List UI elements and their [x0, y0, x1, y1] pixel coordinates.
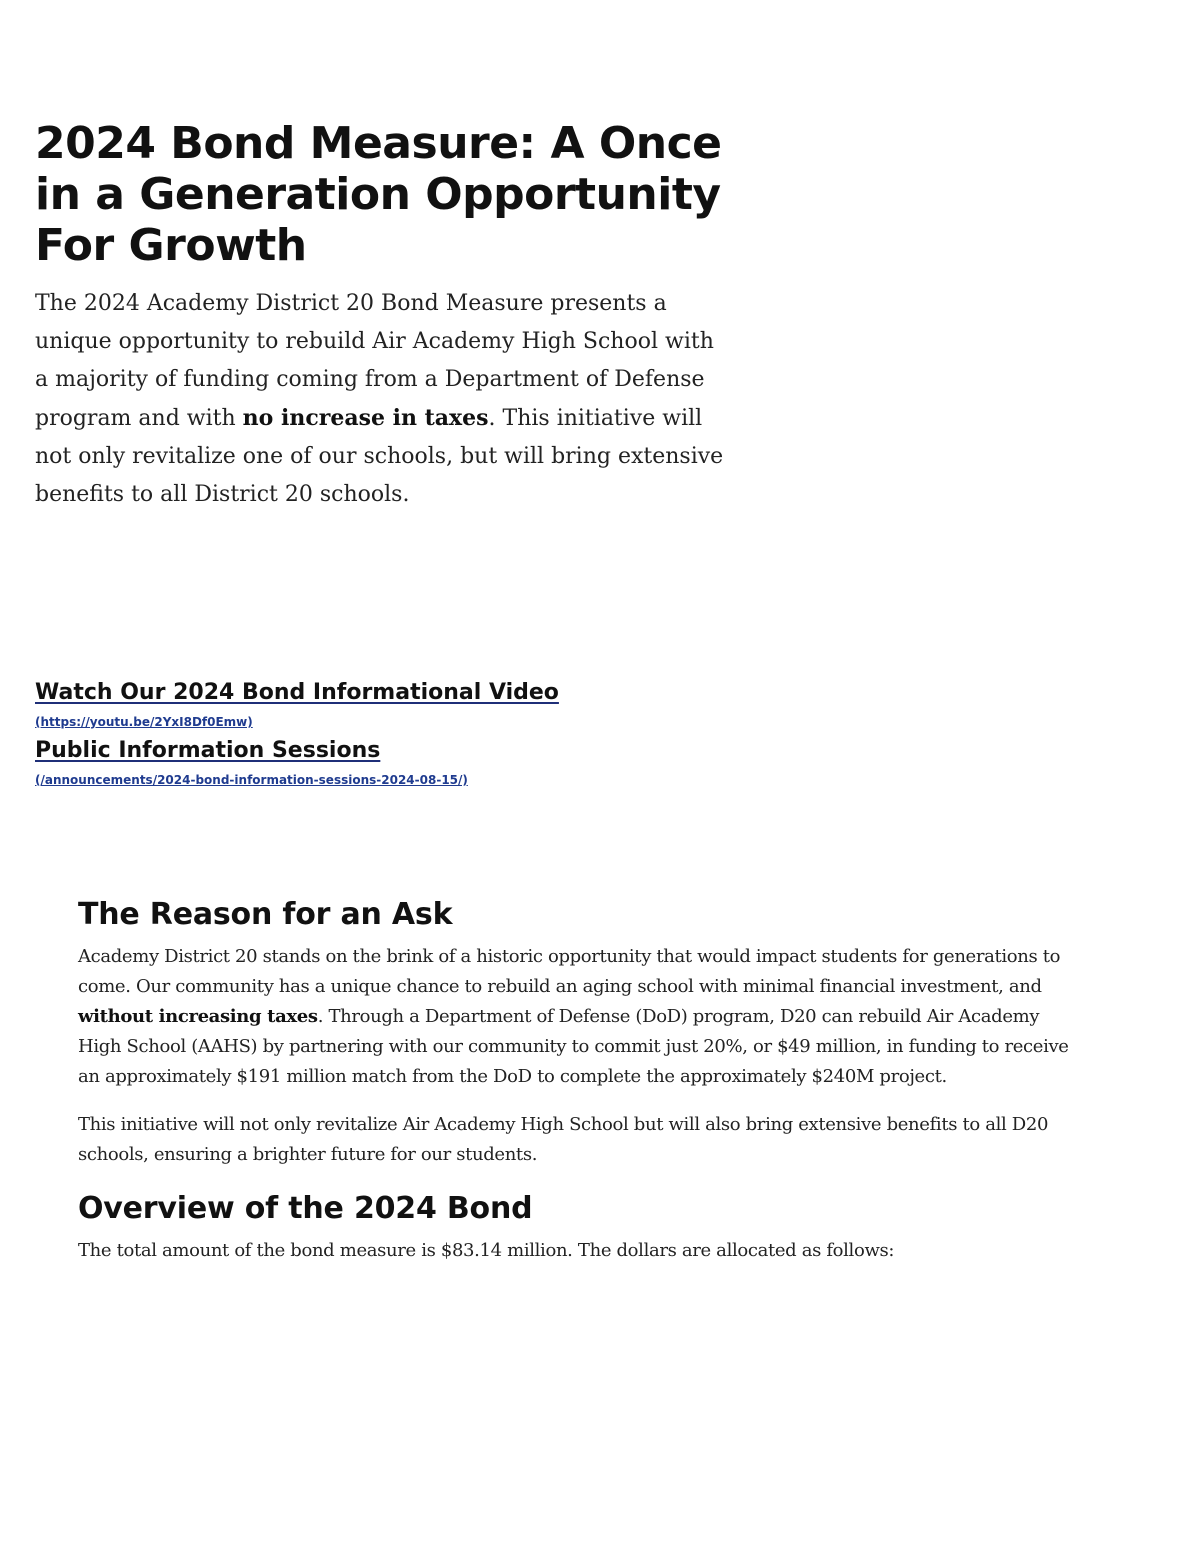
hero-intro: [35, 285, 725, 514]
hero-section: [35, 118, 735, 514]
video-link[interactable]: Watch Our 2024 Bond Informational Video: [35, 680, 559, 705]
hero-intro-emphasis: no increase in taxes: [242, 405, 489, 431]
reason-paragraph: [78, 942, 1078, 1092]
reason-emphasis: without increasing taxes: [78, 1006, 318, 1027]
reason-text: Academy District 20 stands on the brink of a historic opportunity that would impact students for generations to come. Our community has a unique chance to rebuild an aging school with minimal financial investment, and: [78, 946, 1061, 997]
page-title: 2024 Bond Measure: A Once in a Generation Opportunity For Growth: [35, 118, 722, 271]
video-link-url[interactable]: (https://youtu.be/2YxI8Df0Emw): [35, 715, 253, 729]
hero-intro-text: The 2024 Academy District 20 Bond Measure presents a unique opportunity to rebuild Air Academy High School with a majority of funding coming from a Department of Defense program and with: [35, 291, 714, 431]
reason-heading: The Reason for an Ask: [78, 897, 453, 932]
reason-paragraph-2: This initiative will not only revitalize Air Academy High School but will also bring extensive benefits to all D20 schools, ensuring a brighter future for our students.: [78, 1114, 1049, 1165]
sessions-link-block: [35, 734, 795, 792]
sessions-link[interactable]: Public Information Sessions: [35, 738, 381, 763]
video-link-block: [35, 676, 795, 734]
overview-heading: Overview of the 2024 Bond: [78, 1191, 533, 1226]
hero-intro-text-end: . This initiative will not only revitalize one of our schools, but will bring extensive benefits to all District 20 schools.: [35, 406, 724, 507]
reason-text-end: . Through a Department of Defense (DoD) program, D20 can rebuild Air Academy High School (AAHS) by partnering with our community to commit just 20%, or $49 million, in funding to receive an approximately $191 million match from the DoD to complete the approximately $240M project.: [78, 1006, 1069, 1087]
overview-text: The total amount of the bond measure is $83.14 million. The dollars are allocated as follows:: [78, 1240, 895, 1261]
sessions-link-url[interactable]: (/announcements/2024-bond-information-sessions-2024-08-15/): [35, 773, 468, 787]
resource-links: [35, 676, 795, 792]
content-section: [78, 894, 1078, 1266]
